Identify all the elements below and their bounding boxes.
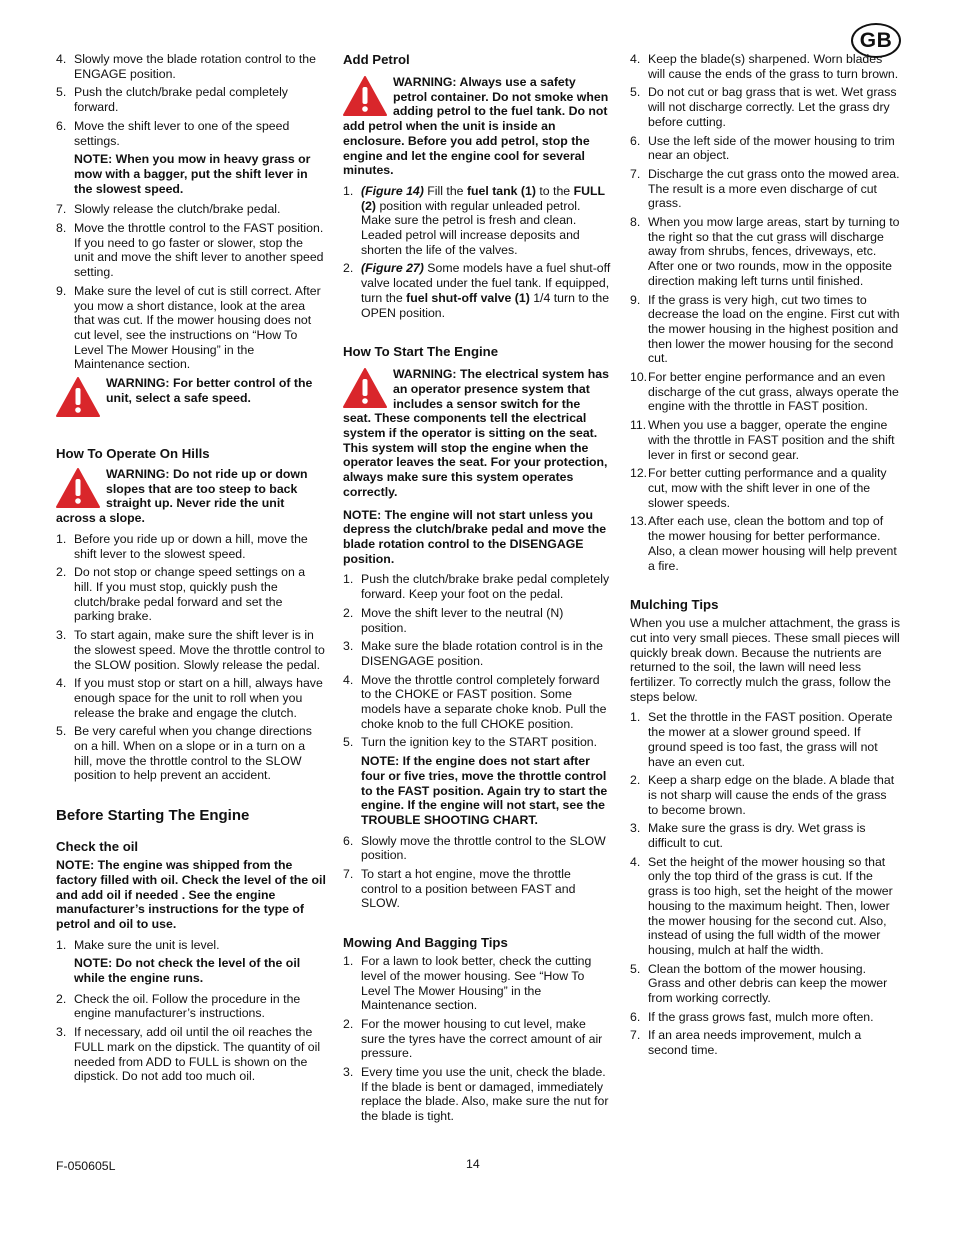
list-item bbox=[630, 418, 900, 462]
list-number: 1. bbox=[343, 954, 354, 969]
list-text: Keep a sharp edge on the blade. A blade that is not sharp will cause the ends of the grass to become brown. bbox=[648, 773, 895, 817]
list-start-steps bbox=[343, 572, 611, 750]
list-text: For better cutting performance and a quality cut, mow with the shift lever in one of the slower speeds. bbox=[648, 466, 887, 510]
list-item bbox=[630, 293, 900, 367]
list-item bbox=[56, 85, 326, 114]
list-text: Do not stop or change speed settings on a hill. If you must stop, quickly push the clutch/brake pedal forward and set the parking brake. bbox=[74, 565, 306, 624]
list-mulch-steps bbox=[630, 710, 900, 1057]
column-2 bbox=[343, 52, 611, 1128]
list-item bbox=[630, 167, 900, 211]
list-item bbox=[56, 532, 326, 561]
list-item bbox=[343, 834, 611, 863]
list-item bbox=[56, 52, 326, 81]
heading-check-oil: Check the oil bbox=[56, 839, 139, 855]
list-text: To start a hot engine, move the throttle control to a position between FAST and SLOW. bbox=[361, 867, 576, 911]
bold-term: fuel tank (1) bbox=[466, 183, 536, 198]
list-text: Set the height of the mower housing so that only the top third of the grass is cut. If the grass is too high, set the height of the mower housing to the maximum height. Then, lower the mower housing for the second cut. Also, instead of using the full width of the mower housing, mulch at half the width. bbox=[648, 854, 893, 957]
list-text: to the bbox=[535, 183, 574, 198]
list-item bbox=[630, 52, 900, 81]
heading-before-starting: Before Starting The Engine bbox=[56, 807, 250, 825]
language-badge: GB bbox=[851, 23, 901, 58]
list-item bbox=[56, 565, 326, 624]
list-text: Make sure the grass is dry. Wet grass is difficult to cut. bbox=[648, 821, 866, 851]
list-number: 9. bbox=[630, 292, 641, 307]
warning-petrol-text: WARNING: Always use a safety petrol container. Do not smoke when adding petrol to the fuel tank. Do not add petrol when the unit is inside an enclosure. Before you add petrol, stop the engine and let the engine cool for several minutes. bbox=[343, 75, 609, 178]
list-text: If the grass grows fast, mulch more often. bbox=[648, 1009, 874, 1024]
list-text: For better engine performance and an even discharge of the cut grass, always operate the engine with the throttle in FAST position. bbox=[648, 370, 899, 414]
list-item bbox=[630, 1028, 900, 1057]
heading-mowing-tips: Mowing And Bagging Tips bbox=[343, 935, 508, 951]
list-item bbox=[343, 1017, 611, 1061]
list-text: position with regular unleaded petrol. Make sure the petrol is fresh and clean. Leaded petrol will increase deposits and shorten the life of the valves. bbox=[361, 198, 581, 257]
warning-start bbox=[343, 367, 611, 499]
list-number: 7. bbox=[56, 202, 67, 217]
list-text: Set the throttle in the FAST position. Operate the mower at a slower ground speed. If ground speed is too fast, the grass will not have an even cut. bbox=[648, 710, 893, 769]
note-oil-engine: NOTE: Do not check the level of the oil while the engine runs. bbox=[74, 956, 301, 986]
warning-triangle-icon bbox=[343, 75, 387, 117]
list-steps-a bbox=[56, 52, 326, 148]
list-number: 6. bbox=[56, 118, 67, 133]
list-number: 5. bbox=[56, 85, 67, 100]
list-text: Slowly move the blade rotation control to the ENGAGE position. bbox=[74, 52, 316, 81]
list-start-steps-b bbox=[343, 834, 611, 912]
list-text: Move the shift lever to the neutral (N) position. bbox=[361, 605, 564, 635]
list-number: 3. bbox=[56, 628, 67, 643]
list-number: 7. bbox=[343, 867, 354, 882]
list-text: Make sure the blade rotation control is in the DISENGAGE position. bbox=[361, 639, 603, 668]
list-item bbox=[343, 261, 611, 320]
warning-triangle-icon bbox=[343, 367, 387, 409]
list-text: Push the clutch/brake brake pedal completely forward. Keep your foot on the pedal. bbox=[361, 572, 610, 602]
note-oil: NOTE: The engine was shipped from the factory filled with oil. Check the level of the oil and add oil if needed . See the engine manufacturer’s instructions for the type of petrol and oil to use. bbox=[56, 858, 326, 931]
list-text: Before you ride up or down a hill, move the shift lever to the slowest speed. bbox=[74, 531, 308, 561]
list-number: 2. bbox=[630, 773, 641, 788]
list-number: 12. bbox=[630, 466, 648, 481]
list-oil-steps bbox=[56, 992, 326, 1084]
warning-hills bbox=[56, 467, 326, 526]
mulch-intro: When you use a mulcher attachment, the grass is cut into very small pieces. These small pieces will quickly break down. Because the nutrients are returned to the soil, the lawn will need less fertilizer. To correctly mulch the grass, follow the steps below. bbox=[630, 616, 900, 704]
list-number: 2. bbox=[343, 605, 354, 620]
list-item bbox=[343, 639, 611, 668]
list-text: Move the shift lever to one of the speed settings. bbox=[74, 118, 290, 148]
list-number: 1. bbox=[343, 183, 354, 198]
list-text: Check the oil. Follow the procedure in the engine manufacturer’s instructions. bbox=[74, 991, 301, 1021]
list-text: Fill the bbox=[423, 183, 467, 198]
list-item bbox=[630, 962, 900, 1006]
list-item bbox=[343, 673, 611, 732]
list-item bbox=[630, 710, 900, 769]
list-text: If the grass is very high, cut two times to decrease the load on the engine. First cut with the mower housing in the highest position and then lower the mower housing for the second cut. bbox=[648, 292, 900, 366]
list-number: 1. bbox=[630, 710, 641, 725]
list-item bbox=[56, 628, 326, 672]
list-number: 8. bbox=[56, 221, 67, 236]
heading-start-engine: How To Start The Engine bbox=[343, 344, 499, 360]
list-tips-steps bbox=[630, 52, 900, 573]
list-number: 4. bbox=[56, 676, 67, 691]
list-number: 5. bbox=[56, 724, 67, 739]
column-1 bbox=[56, 52, 326, 1088]
list-text: When you mow large areas, start by turning to the right so that the cut grass will discharge away from shrubs, fences, driveways, etc. After one or two rounds, mow in the opposite direction making left turns until finished. bbox=[648, 215, 900, 288]
list-item bbox=[343, 606, 611, 635]
warning-speed bbox=[56, 376, 326, 420]
warning-triangle-icon bbox=[56, 376, 100, 418]
figure-reference: (Figure 14) bbox=[361, 183, 424, 198]
list-text: Move the throttle control to the FAST position. If you need to go faster or slower, stop the unit and move the shift lever to another speed setting. bbox=[74, 221, 324, 280]
list-number: 5. bbox=[630, 85, 641, 100]
list-text: Use the left side of the mower housing to trim near an object. bbox=[648, 133, 895, 163]
list-number: 11. bbox=[630, 418, 647, 433]
warning-speed-text: WARNING: For better control of the unit, select a safe speed. bbox=[106, 376, 313, 405]
list-number: 6. bbox=[630, 1009, 641, 1024]
list-number: 3. bbox=[630, 821, 641, 836]
list-text: Some models have a fuel shut-off valve located under the fuel tank. If equipped, turn the bbox=[361, 261, 611, 305]
list-item bbox=[56, 724, 326, 783]
list-number: 4. bbox=[630, 52, 641, 66]
warning-hills-text: WARNING: Do not ride up or down slopes that are too steep to back straight up. Never ride the unit across a slope. bbox=[56, 467, 308, 526]
note-bagger: NOTE: When you mow in heavy grass or mow with a bagger, put the shift lever in the slowest speed. bbox=[74, 152, 311, 196]
bold-term: fuel shut-off valve (1) bbox=[406, 290, 530, 305]
list-text: 1/4 turn to the OPEN position. bbox=[361, 290, 610, 320]
heading-hills: How To Operate On Hills bbox=[56, 446, 210, 462]
list-item bbox=[630, 370, 900, 414]
list-number: 7. bbox=[630, 166, 641, 181]
list-number: 3. bbox=[56, 1025, 67, 1040]
list-number: 2. bbox=[343, 1016, 354, 1031]
list-text: Be very careful when you change directions on a hill. When on a slope or in a turn on a hill, move the throttle control to the SLOW position to help prevent an accident. bbox=[74, 724, 312, 783]
list-text: If you must stop or start on a hill, always have enough space for the unit to roll when you release the brake and engage the clutch. bbox=[74, 676, 323, 720]
list-number: 2. bbox=[56, 565, 67, 580]
list-text: Discharge the cut grass onto the mowed area. The result is a more even discharge of cut grass. bbox=[648, 166, 900, 211]
list-text: When you use a bagger, operate the engine with the throttle in FAST position and the shift lever in first or second gear. bbox=[648, 418, 895, 462]
column-3 bbox=[630, 52, 900, 1062]
list-text: Make sure the unit is level. bbox=[74, 937, 220, 952]
list-text: After each use, clean the bottom and top of the mower housing for better performance. Also, a clean mower housing will help prevent a fire. bbox=[648, 514, 897, 573]
list-item bbox=[56, 119, 326, 148]
list-number: 4. bbox=[343, 672, 354, 687]
list-item bbox=[343, 954, 611, 1013]
list-number: 2. bbox=[56, 991, 67, 1006]
warning-triangle-icon bbox=[56, 467, 100, 509]
list-item bbox=[343, 572, 611, 601]
list-item bbox=[630, 466, 900, 510]
heading-mulching-tips: Mulching Tips bbox=[630, 597, 719, 613]
list-number: 3. bbox=[343, 639, 354, 654]
list-number: 1. bbox=[343, 572, 354, 587]
list-number: 7. bbox=[630, 1028, 641, 1043]
list-mowing-steps bbox=[343, 954, 611, 1124]
list-number: 1. bbox=[56, 937, 67, 952]
warning-start-text: WARNING: The electrical system has an operator presence system that includes a sensor switch for the seat. These components tell the electrical system if the operator is sitting on the seat. This system will stop the engine when the operator leaves the seat. For your protection, always make sure this system operates correctly. bbox=[343, 367, 609, 499]
list-text: Slowly release the clutch/brake pedal. bbox=[74, 202, 281, 217]
list-item bbox=[630, 85, 900, 129]
list-item bbox=[56, 202, 326, 217]
note-start-trouble: NOTE: If the engine does not start after four or five tries, move the throttle control to the FAST position. Again try to start the engine. If the engine will not start, see the TROUBLE SHOOTING CHART. bbox=[361, 754, 608, 827]
list-item bbox=[630, 821, 900, 850]
list-item bbox=[56, 221, 326, 280]
list-number: 4. bbox=[630, 854, 641, 869]
list-item bbox=[56, 676, 326, 720]
list-item bbox=[343, 1065, 611, 1124]
figure-reference: (Figure 27) bbox=[361, 261, 424, 276]
list-number: 8. bbox=[630, 215, 641, 230]
list-item bbox=[630, 134, 900, 163]
list-text: Turn the ignition key to the START position. bbox=[361, 735, 598, 750]
list-item bbox=[56, 284, 326, 372]
list-text: Keep the blade(s) sharpened. Worn blades will cause the ends of the grass to turn brown. bbox=[648, 52, 899, 81]
list-text: Push the clutch/brake pedal completely forward. bbox=[74, 85, 288, 115]
list-item bbox=[343, 735, 611, 750]
note-start: NOTE: The engine will not start unless you depress the clutch/brake pedal and move the blade rotation control to the DISENGAGE position. bbox=[343, 507, 607, 566]
list-item bbox=[630, 1010, 900, 1025]
list-number: 5. bbox=[343, 735, 354, 750]
list-text: Slowly move the throttle control to the SLOW position. bbox=[361, 833, 606, 863]
list-number: 3. bbox=[343, 1065, 354, 1080]
heading-add-petrol: Add Petrol bbox=[343, 52, 410, 67]
list-number: 6. bbox=[343, 833, 354, 848]
list-number: 6. bbox=[630, 133, 641, 148]
list-text: Make sure the level of cut is still correct. After you mow a short distance, look at the area that was cut. If the mower housing does not cut level, see the instructions on “How To Level The Mower Housing” in the Maintenance section. bbox=[74, 283, 321, 372]
list-item bbox=[56, 992, 326, 1021]
page-number: 14 bbox=[466, 1157, 480, 1171]
list-text: For a lawn to look better, check the cutting level of the mower housing. See “How To Level The Mower Housing” in the Maintenance section. bbox=[361, 954, 592, 1013]
list-item bbox=[343, 184, 611, 258]
list-text: If necessary, add oil until the oil reaches the FULL mark on the dipstick. The quantity of oil needed from ADD to FULL is shown on the dipstick. Do not add too much oil. bbox=[74, 1025, 321, 1084]
list-item bbox=[630, 514, 900, 573]
list-number: 1. bbox=[56, 531, 67, 546]
list-text: Move the throttle control completely forward to the CHOKE or FAST position. Some models have a separate choke knob. Pull the choke knob to the full CHOKE position. bbox=[361, 672, 607, 731]
list-item bbox=[630, 215, 900, 289]
warning-petrol bbox=[343, 75, 611, 178]
list-text: Every time you use the unit, check the blade. If the blade is bent or damaged, immediately replace the blade. Also, make sure the nut for the blade is tight. bbox=[361, 1065, 609, 1124]
list-number: 9. bbox=[56, 283, 67, 298]
list-item bbox=[630, 773, 900, 817]
list-text: Clean the bottom of the mower housing. Grass and other debris can keep the mower from working correctly. bbox=[648, 961, 888, 1006]
list-item bbox=[56, 938, 326, 953]
list-hills-steps bbox=[56, 532, 326, 783]
list-item bbox=[56, 1025, 326, 1084]
list-steps-b bbox=[56, 202, 326, 372]
bold-term: FULL (2) bbox=[361, 183, 605, 213]
list-text: For the mower housing to cut level, make sure the tyres have the correct amount of air pressure. bbox=[361, 1016, 603, 1061]
list-number: 2. bbox=[343, 261, 354, 276]
document-code: F-050605L bbox=[56, 1159, 116, 1173]
list-number: 4. bbox=[56, 52, 67, 66]
list-item bbox=[343, 867, 611, 911]
list-number: 13. bbox=[630, 514, 648, 529]
list-number: 5. bbox=[630, 961, 641, 976]
list-text: Do not cut or bag grass that is wet. Wet grass will not discharge correctly. Let the grass dry before cutting. bbox=[648, 85, 897, 129]
list-text: To start again, make sure the shift lever is in the slowest speed. Move the throttle control to the SLOW position. Slowly release the pedal. bbox=[74, 628, 325, 672]
list-item bbox=[630, 855, 900, 958]
list-number: 10. bbox=[630, 370, 648, 385]
list-text: If an area needs improvement, mulch a second time. bbox=[648, 1028, 862, 1058]
